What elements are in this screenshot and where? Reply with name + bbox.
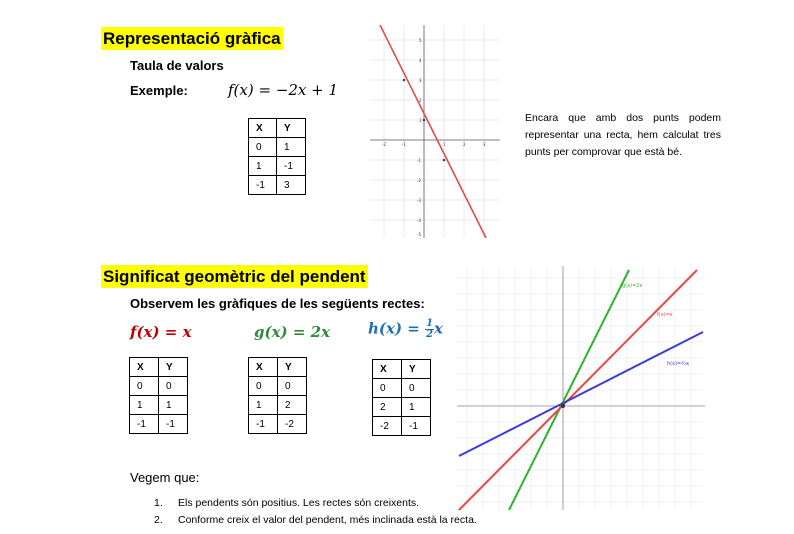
table-cell: 2 xyxy=(373,398,402,417)
table-row xyxy=(249,138,306,157)
table-header-x: X xyxy=(249,358,278,377)
point xyxy=(443,159,446,162)
grid xyxy=(370,25,500,238)
table-header-x: X xyxy=(249,119,277,138)
conclusion-label: Vegem que: xyxy=(130,470,200,485)
x-tick-label: 1 xyxy=(443,142,446,147)
list-item: Conforme creix el valor del pendent, més inclinada està la recta. xyxy=(178,514,477,526)
y-tick-label: -4 xyxy=(417,218,421,223)
point xyxy=(423,119,426,122)
table-cell: 0 xyxy=(373,379,402,398)
table-row xyxy=(130,415,188,434)
origin-point xyxy=(561,404,565,408)
table-cell: 2 xyxy=(278,396,307,415)
section-heading-representacio: Representació gràfica xyxy=(103,29,281,48)
table-row xyxy=(249,396,307,415)
table-header-y: Y xyxy=(402,360,431,379)
table-cell: 0 xyxy=(249,377,278,396)
fraction xyxy=(425,319,434,340)
table-header-y: Y xyxy=(278,358,307,377)
table-cell: 0 xyxy=(130,377,159,396)
values-table-example xyxy=(248,118,306,195)
table-cell: 1 xyxy=(130,396,159,415)
x-tick-label: 3 xyxy=(483,142,486,147)
values-table-g xyxy=(248,357,307,434)
table-header-x: X xyxy=(373,360,402,379)
x-tick-label: -2 xyxy=(382,142,386,147)
table-cell: 1 xyxy=(159,396,188,415)
table-row xyxy=(249,176,306,195)
table-header-row xyxy=(373,360,431,379)
table-row xyxy=(249,157,306,176)
table-cell: 3 xyxy=(277,176,306,195)
example-equation: f(x) = −2x + 1 xyxy=(228,81,339,99)
table-cell: 0 xyxy=(249,138,277,157)
table-header-y: Y xyxy=(277,119,306,138)
fraction-numerator: 1 xyxy=(426,318,434,329)
table-header-row xyxy=(249,119,306,138)
table-row xyxy=(249,415,307,434)
table-row xyxy=(373,398,431,417)
table-cell: -1 xyxy=(249,415,278,434)
table-row xyxy=(130,377,188,396)
values-table-h xyxy=(372,359,431,436)
table-cell: -1 xyxy=(402,417,431,436)
example-label: Exemple: xyxy=(130,83,188,98)
table-header-x: X xyxy=(130,358,159,377)
y-tick-label: 5 xyxy=(419,38,422,43)
y-tick-label: -5 xyxy=(417,232,421,237)
table-header-row xyxy=(130,358,188,377)
table-header-row xyxy=(249,358,307,377)
table-cell: -1 xyxy=(277,157,306,176)
table-header-y: Y xyxy=(159,358,188,377)
subheading-observem: Observem les gràfiques de les següents rectes: xyxy=(130,296,425,311)
table-cell: 0 xyxy=(159,377,188,396)
table-cell: 1 xyxy=(277,138,306,157)
table-cell: 1 xyxy=(249,157,277,176)
table-cell: -2 xyxy=(373,417,402,436)
function-g-label: g(x) = 2x xyxy=(254,323,331,341)
fraction-denominator: 2 xyxy=(426,329,434,340)
table-cell: -1 xyxy=(130,415,159,434)
label-f: f(x)=x xyxy=(657,312,673,318)
table-row xyxy=(373,417,431,436)
y-tick-label: -2 xyxy=(417,178,421,183)
y-tick-label: -1 xyxy=(417,158,421,163)
function-h-suffix: x xyxy=(434,319,443,338)
x-tick-label: 2 xyxy=(463,142,466,147)
y-tick-label: -3 xyxy=(417,198,421,203)
list-item-number: 2. xyxy=(154,514,163,526)
label-h: h(x)=½x xyxy=(667,361,690,367)
function-f-label: f(x) = x xyxy=(130,323,192,341)
subheading-taula-valors: Taula de valors xyxy=(130,58,224,73)
y-tick-label: 4 xyxy=(419,58,422,63)
y-tick-label: 3 xyxy=(419,78,422,83)
values-table-f xyxy=(129,357,188,434)
y-tick-label: 2 xyxy=(419,98,422,103)
table-row xyxy=(130,396,188,415)
table-row xyxy=(373,379,431,398)
table-cell: 0 xyxy=(402,379,431,398)
function-line-f xyxy=(380,25,486,238)
graph-example-line xyxy=(370,25,500,238)
label-g: g(x)=2x xyxy=(622,283,643,289)
table-row xyxy=(249,377,307,396)
x-tick-label: -1 xyxy=(402,142,406,147)
function-h-label xyxy=(368,319,443,340)
section-heading-pendent: Significat geomètric del pendent xyxy=(103,267,366,286)
y-tick-label: 1 xyxy=(419,118,422,123)
table-cell: -1 xyxy=(159,415,188,434)
function-line-h xyxy=(459,332,703,456)
note-paragraph: Encara que amb dos punts podem representar una recta, hem calculat tres punts per comprovar que està bé. xyxy=(525,112,721,158)
graph-slopes xyxy=(457,266,705,510)
table-cell: 0 xyxy=(278,377,307,396)
table-cell: 1 xyxy=(249,396,278,415)
point xyxy=(403,79,406,82)
list-item-number: 1. xyxy=(154,497,163,509)
list-item: Els pendents són positius. Les rectes són creixents. xyxy=(178,497,420,509)
table-cell: -1 xyxy=(249,176,277,195)
table-cell: 1 xyxy=(402,398,431,417)
function-h-prefix: h(x) = xyxy=(368,319,426,338)
table-cell: -2 xyxy=(278,415,307,434)
